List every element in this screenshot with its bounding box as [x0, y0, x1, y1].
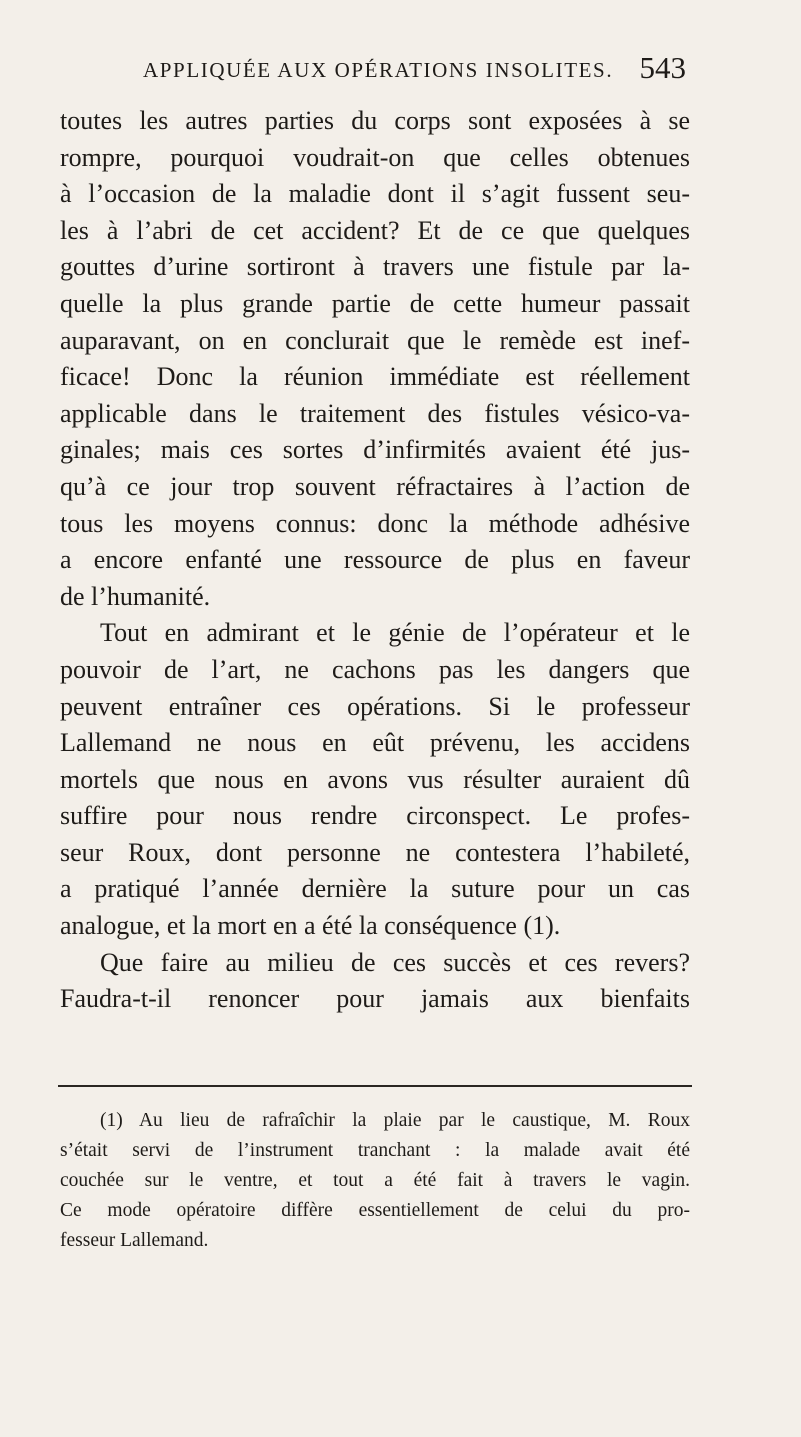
- body-line: gouttes d’urine sortiront à travers une fistule par la-: [60, 252, 690, 282]
- body-line: mortels que nous en avons vus résulter auraient dû: [60, 764, 690, 794]
- body-line-paragraph-end: analogue, et la mort en a été la conséquence (1).: [60, 911, 561, 941]
- body-line: seur Roux, dont personne ne contestera l’habileté,: [60, 837, 690, 867]
- body-line: rompre, pourquoi voudrait-on que celles obtenues: [60, 142, 690, 172]
- body-line: qu’à ce jour trop souvent réfractaires à l’action de: [60, 471, 690, 501]
- body-line: ficace! Donc la réunion immédiate est réellement: [60, 362, 690, 392]
- body-line: pouvoir de l’art, ne cachons pas les dangers que: [60, 654, 690, 684]
- body-line: auparavant, on en conclurait que le remède est inef-: [60, 325, 690, 355]
- body-line: Lallemand ne nous en eût prévenu, les accidens: [60, 728, 690, 758]
- running-head: [143, 48, 686, 88]
- footnote-separator: [58, 1085, 692, 1087]
- footnote-line: fesseur Lallemand.: [60, 1230, 209, 1251]
- body-line: a pratiqué l’année dernière la suture pour un cas: [60, 874, 690, 904]
- body-line: ginales; mais ces sortes d’infirmités avaient été jus-: [60, 435, 690, 465]
- body-line: quelle la plus grande partie de cette humeur passait: [60, 288, 690, 318]
- body-line: applicable dans le traitement des fistules vésico-va-: [60, 398, 690, 428]
- body-line: à l’occasion de la maladie dont il s’agit fussent seu-: [60, 179, 690, 209]
- body-line: a encore enfanté une ressource de plus en faveur: [60, 545, 690, 575]
- footnote-line: (1) Au lieu de rafraîchir la plaie par le caustique, M. Roux: [100, 1110, 690, 1131]
- body-line-paragraph-start: Tout en admirant et le génie de l’opérateur et le: [100, 618, 690, 648]
- footnote: [60, 1106, 690, 1256]
- body-line-paragraph-end: de l’humanité.: [60, 581, 211, 611]
- body-line: suffire pour nous rendre circonspect. Le profes-: [60, 801, 690, 831]
- footnote-line: Ce mode opératoire diffère essentiellement de celui du pro-: [60, 1200, 690, 1221]
- body-line: toutes les autres parties du corps sont exposées à se: [60, 106, 690, 135]
- body-line-paragraph-start: Que faire au milieu de ces succès et ces revers?: [100, 947, 690, 977]
- running-title: APPLIQUÉE AUX OPÉRATIONS INSOLITES.: [143, 58, 614, 82]
- page-number: 543: [639, 50, 686, 85]
- body-line: peuvent entraîner ces opérations. Si le professeur: [60, 691, 690, 721]
- footnote-line: couchée sur le ventre, et tout a été fait à travers le vagin.: [60, 1170, 690, 1191]
- footnote-line: s’était servi de l’instrument tranchant : la malade avait été: [60, 1140, 690, 1161]
- body-line: tous les moyens connus: donc la méthode adhésive: [60, 508, 690, 538]
- body-line: Faudra-t-il renoncer pour jamais aux bienfaits: [60, 984, 690, 1014]
- body-line: les à l’abri de cet accident? Et de ce que quelques: [60, 215, 690, 245]
- body-text: [60, 103, 690, 1018]
